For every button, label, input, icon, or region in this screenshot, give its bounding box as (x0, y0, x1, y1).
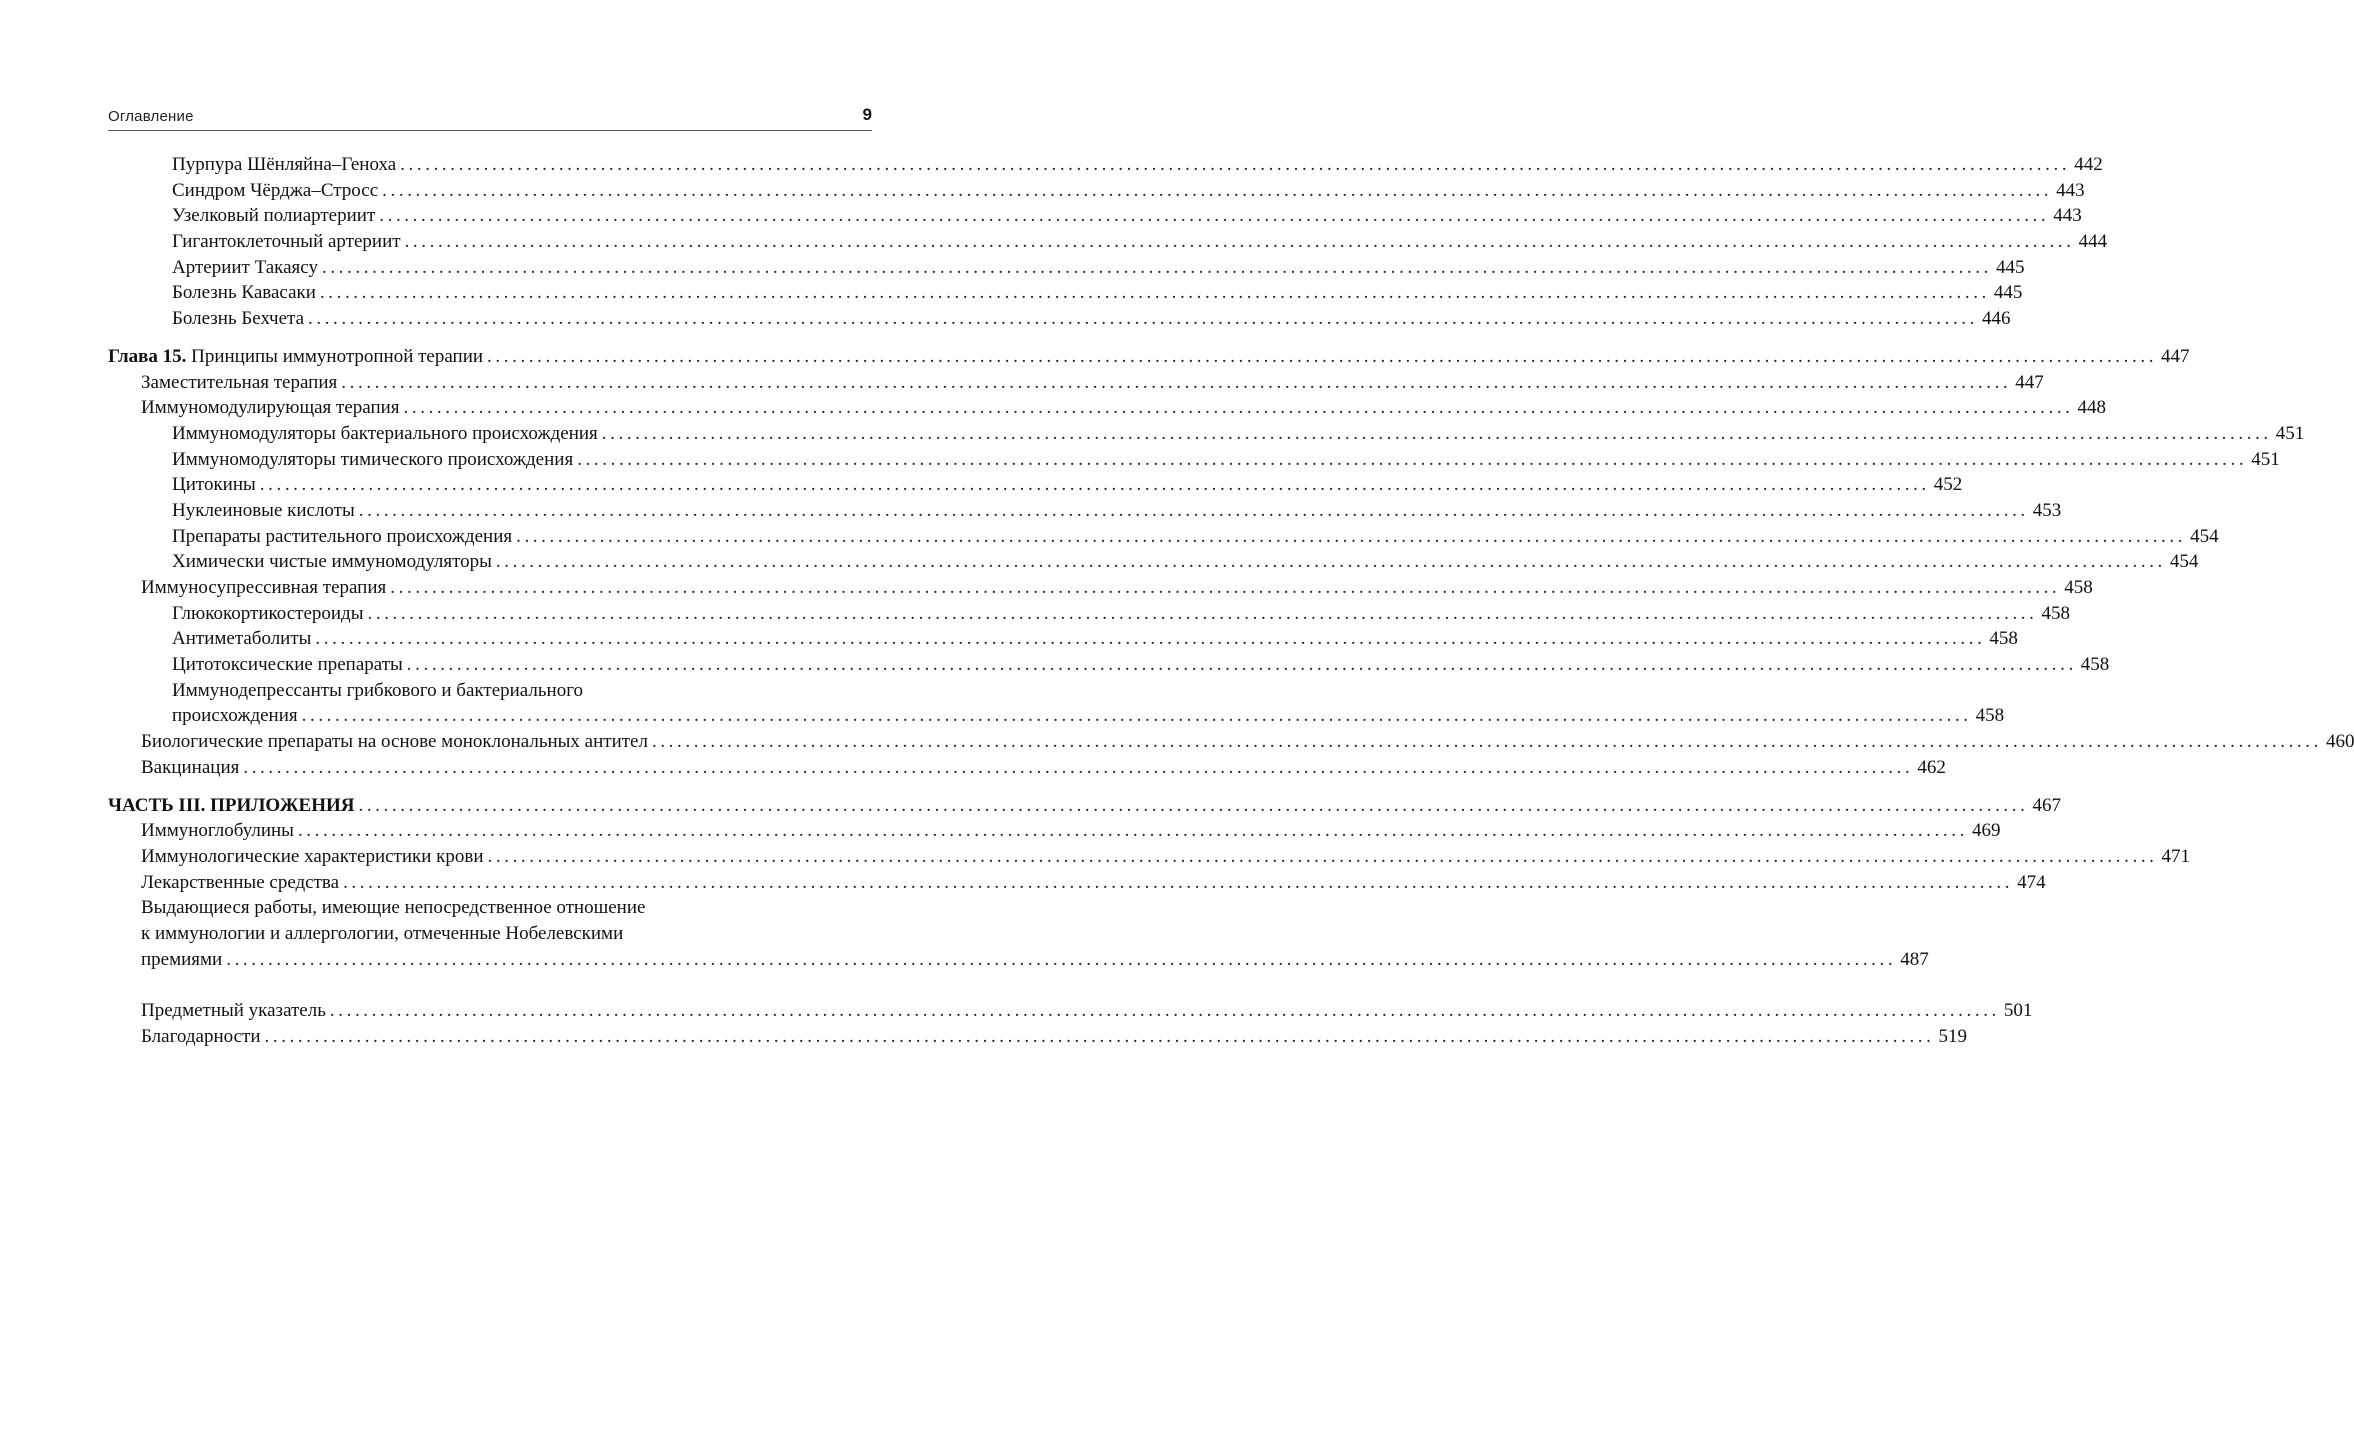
toc-entry-label: к иммунологии и аллергологии, отмеченные Нобелевскими (141, 922, 624, 944)
table-of-contents (108, 152, 2354, 1050)
toc-entry[interactable] (108, 178, 2085, 204)
toc-entry[interactable] (108, 229, 2108, 255)
toc-entry-page: 487 (1900, 948, 1929, 970)
leader-dots: ........................................................................................................................................................................................................ (367, 602, 2038, 624)
leader-dots: ........................................................................................................................................................................................................ (341, 371, 2012, 393)
toc-entry-page: 458 (2064, 577, 2093, 598)
toc-entry-page: 519 (1938, 1026, 1967, 1047)
toc-entry-multiline-line2[interactable] (108, 921, 868, 947)
toc-entry[interactable] (108, 447, 2280, 473)
toc-entry-label: Благодарности (141, 1026, 261, 1047)
toc-entry-label: Болезнь Кавасаки (172, 282, 316, 304)
toc-entry-page: 451 (2275, 422, 2305, 444)
toc-entry-label: Глюкокортикостероиды (172, 602, 364, 624)
leader-dots: ........................................................................................................................................................................................................ (406, 654, 2077, 676)
toc-entry-page: 443 (2056, 179, 2085, 201)
toc-entry-label: Иммунодепрессанты грибкового и бактериального (172, 679, 584, 701)
toc-entry[interactable] (108, 152, 2103, 178)
toc-entry-page: 445 (1993, 282, 2023, 304)
toc-entry-page: 458 (1989, 628, 2018, 650)
leader-dots: ........................................................................................................................................................................................................ (382, 179, 2053, 201)
toc-entry-label: Химически чистые иммуномодуляторы (172, 551, 492, 573)
toc-entry-page: 458 (2080, 654, 2110, 676)
toc-entry-page: 458 (2041, 602, 2070, 624)
toc-entry-label: Иммуномодуляторы бактериального происхождения (172, 422, 598, 444)
toc-entry-page: 471 (2161, 845, 2191, 867)
toc-entry-page: 444 (2078, 231, 2108, 253)
toc-chapter-15[interactable] (108, 344, 2190, 370)
toc-entry[interactable] (108, 549, 2199, 575)
toc-entry-label: Синдром Чёрджа–Стросс (172, 179, 379, 201)
toc-entry-label: Заместительная терапия (141, 371, 338, 393)
toc-entry[interactable] (108, 280, 2023, 306)
toc-entry-multiline-line2[interactable] (108, 703, 2005, 729)
toc-entry-page: 454 (2169, 551, 2199, 573)
toc-entry-multiline-line3[interactable] (108, 947, 1929, 973)
toc-entry-label: Узелковый полиартериит (172, 205, 376, 227)
leader-dots: ........................................................................................................................................................................................................ (226, 948, 1897, 970)
toc-entry[interactable] (108, 729, 2354, 755)
leader-dots: ........................................................................................................................................................................................................ (297, 820, 1968, 842)
toc-entry-label: Цитокины (172, 474, 256, 496)
toc-entry-label: Артериит Такаясу (172, 256, 318, 278)
toc-entry-label: Антиметаболиты (172, 628, 312, 650)
running-header (108, 104, 872, 131)
toc-entry-label: Иммуноглобулины (141, 820, 294, 842)
leader-dots: ........................................................................................................................................................................................................ (577, 448, 2248, 470)
toc-entry-label: Предметный указатель (141, 1000, 326, 1022)
toc-entry[interactable] (108, 870, 2046, 896)
toc-entry-page: 469 (1971, 820, 2001, 842)
chapter-title: Принципы иммунотропной терапии (191, 345, 484, 367)
toc-entry-multiline-line1[interactable] (108, 678, 868, 704)
leader-dots: ........................................................................................................................................................................................................ (379, 205, 2050, 227)
leader-dots: ........................................................................................................................................................................................................ (243, 756, 1914, 778)
toc-entry-label: Выдающиеся работы, имеющие непосредственное отношение (141, 897, 646, 919)
toc-entry[interactable] (108, 652, 2110, 678)
toc-entry-page: 462 (1917, 756, 1946, 778)
toc-entry-page: 446 (1982, 308, 2011, 330)
toc-entry-multiline-line1[interactable] (108, 895, 868, 921)
leader-dots: ........................................................................................................................................................................................................ (601, 422, 2272, 444)
toc-entry-label: Иммунологические характеристики крови (141, 845, 484, 867)
toc-entry[interactable] (108, 626, 2018, 652)
leader-dots: ........................................................................................................................................................................................................ (319, 282, 1990, 304)
toc-entry[interactable] (108, 844, 2191, 870)
leader-dots: ........................................................................................................................................................................................................ (358, 499, 2029, 521)
toc-entry-page: 458 (1975, 705, 2005, 727)
leader-dots: ........................................................................................................................................................................................................ (403, 397, 2074, 419)
toc-entry[interactable] (108, 601, 2070, 627)
toc-entry-page: 501 (2003, 1000, 2033, 1022)
toc-entry-page: 454 (2190, 525, 2219, 547)
toc-entry-label: Болезнь Бехчета (172, 308, 304, 330)
leader-dots: ........................................................................................................................................................................................................ (400, 154, 2071, 175)
toc-entry-page: 451 (2251, 448, 2280, 470)
toc-entry-page: 448 (2077, 397, 2107, 419)
toc-entry-page: 453 (2032, 499, 2062, 521)
toc-entry[interactable] (108, 498, 2062, 524)
toc-entry-label: Вакцинация (141, 756, 240, 778)
leader-dots: ........................................................................................................................................................................................................ (343, 871, 2014, 893)
toc-entry-page: 452 (1933, 474, 1963, 496)
page-number: 9 (862, 105, 872, 124)
toc-chapter-label (108, 344, 483, 370)
toc-entry-page: 460 (2325, 731, 2354, 753)
toc-entry-label: Препараты растительного происхождения (172, 525, 513, 547)
toc-entry-label: Иммуномодуляторы тимического происхождения (172, 448, 574, 470)
leader-dots: ........................................................................................................................................................................................................ (487, 845, 2158, 867)
leader-dots: ........................................................................................................................................................................................................ (259, 474, 1930, 496)
leader-dots: ........................................................................................................................................................................................................ (301, 705, 1972, 727)
toc-entry-page: 447 (2015, 371, 2044, 393)
toc-part-3[interactable] (108, 793, 2061, 819)
toc-entry-page: 442 (2074, 154, 2103, 175)
toc-entry[interactable] (108, 306, 2011, 332)
part-title: ЧАСТЬ III. ПРИЛОЖЕНИЯ (108, 794, 355, 816)
toc-entry[interactable] (108, 755, 1946, 781)
toc-part-label (108, 793, 354, 819)
toc-entry-page: 467 (2032, 794, 2061, 816)
toc-entry[interactable] (108, 370, 2044, 396)
toc-entry-label: премиями (141, 948, 223, 970)
toc-entry-label: Биологические препараты на основе моноклональных антител (141, 731, 648, 753)
leader-dots: ........................................................................................................................................................................................................ (329, 1000, 2000, 1022)
toc-entry-page: 445 (1995, 256, 2025, 278)
toc-entry-label: Иммуносупрессивная терапия (141, 577, 387, 598)
toc-entry-page: 474 (2017, 871, 2046, 893)
toc-entry-index[interactable] (108, 998, 2033, 1024)
toc-entry-page: 447 (2161, 345, 2190, 367)
toc-entry-label: Пурпура Шёнляйна–Геноха (172, 154, 397, 175)
toc-entry-thanks[interactable] (108, 1024, 1967, 1050)
leader-dots: ........................................................................................................................................................................................................ (404, 231, 2075, 253)
toc-entry[interactable] (108, 575, 2093, 601)
leader-dots: ........................................................................................................................................................................................................ (495, 551, 2166, 573)
toc-entry[interactable] (108, 524, 2219, 550)
running-header-title: Оглавление (108, 108, 194, 125)
toc-entry-label: Цитотоксические препараты (172, 654, 403, 676)
toc-entry-label: происхождения (172, 705, 298, 727)
leader-dots: ........................................................................................................................................................................................................ (315, 628, 1986, 650)
toc-entry-page: 443 (2053, 205, 2082, 227)
toc-entry-label: Лекарственные средства (141, 871, 340, 893)
toc-entry[interactable] (108, 472, 1963, 498)
toc-entry[interactable] (108, 395, 2107, 421)
leader-dots: ........................................................................................................................................................................................................ (390, 577, 2061, 598)
toc-entry[interactable] (108, 818, 2001, 844)
toc-entry[interactable] (108, 203, 2082, 229)
leader-dots: ........................................................................................................................................................................................................ (308, 308, 1978, 330)
leader-dots: ........................................................................................................................................................................................................ (651, 731, 2322, 753)
toc-entry-label: Нуклеиновые кислоты (172, 499, 355, 521)
leader-dots: ........................................................................................................................................................................................................ (487, 345, 2158, 367)
toc-entry[interactable] (108, 255, 2025, 281)
leader-dots: ........................................................................................................................................................................................................ (264, 1026, 1935, 1047)
leader-dots: ........................................................................................................................................................................................................ (358, 794, 2029, 816)
leader-dots: ........................................................................................................................................................................................................ (516, 525, 2187, 547)
toc-entry-label: Гигантоклеточный артериит (172, 231, 401, 253)
toc-entry-label: Иммуномодулирующая терапия (141, 397, 400, 419)
leader-dots: ........................................................................................................................................................................................................ (321, 256, 1992, 278)
toc-entry[interactable] (108, 421, 2305, 447)
chapter-number: Глава 15. (108, 345, 187, 367)
